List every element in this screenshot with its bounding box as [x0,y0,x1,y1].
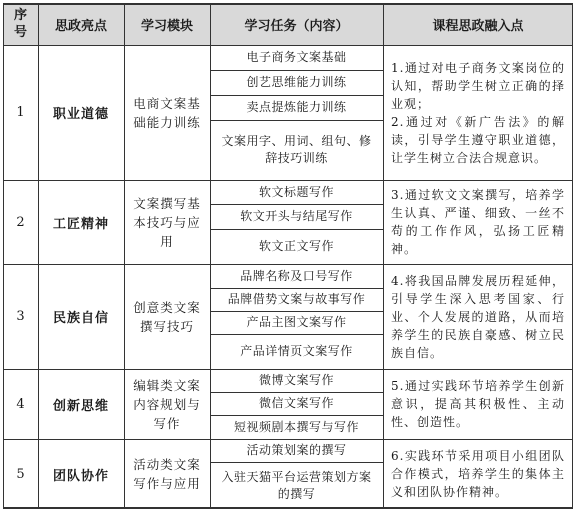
row-highlight: 民族自信 [52,311,109,326]
row-integration [383,264,573,369]
table-border-left [3,3,4,509]
row-seq: 3 [16,309,25,324]
task-divider [210,204,383,205]
task-divider [210,229,383,230]
task-item: 软文标题写作 [258,184,334,199]
integration-point: 6.实践环节采用项目小组团队合作模式，培养学生的集体主义和团队协作精神。 [391,449,565,499]
task-divider [210,70,383,71]
header-module: 学习模块 [124,3,210,45]
row-highlight: 创新思维 [52,398,109,414]
task-divider [210,311,383,312]
course-ideology-table [3,3,573,509]
integration-point: 3.通过软文文案撰写，培养学生认真、严谨、细致、一丝不苟的工作作风，弘扬工匠精神。 [391,188,565,256]
task-item: 电子商务文案基础 [246,50,347,64]
row-divider [3,264,573,265]
header-tasks: 学习任务（内容） [210,3,383,45]
row-module: 创意类文案撰写技巧 [133,299,201,334]
table-border-right [572,3,573,509]
task-item: 入驻天猫平台运营策划方案的撰写 [221,469,372,501]
row-integration [383,45,573,180]
task-item: 卖点提炼能力训练 [246,100,347,114]
column-divider [38,3,39,509]
header-highlight: 思政亮点 [38,3,124,45]
row-highlight: 团队协作 [52,468,109,484]
row-highlight: 职业道德 [52,107,109,122]
row-module: 编辑类文案内容规划与写作 [133,377,201,431]
column-divider [210,3,211,509]
row-divider [3,439,573,440]
task-item: 文案用字、用词、组句、修辞技巧训练 [221,134,372,165]
task-item: 微博文案写作 [258,373,334,387]
row-integration [383,180,573,264]
header-integration: 课程思政融入点 [383,3,573,45]
row-seq: 1 [16,105,25,120]
row-integration [383,369,573,439]
task-item: 软文开头与结尾写作 [240,209,353,223]
row-module: 电商文案基础能力训练 [133,95,201,130]
header-divider [3,45,573,46]
task-divider [210,288,383,289]
task-divider [210,392,383,393]
task-divider [210,415,383,416]
row-divider [3,180,573,181]
table-border-top [3,3,573,5]
task-item: 产品主图文案写作 [246,315,347,329]
header-seq: 序 号 [3,3,38,45]
task-item: 软文正文写作 [258,239,334,253]
column-divider [124,3,125,509]
task-divider [210,95,383,96]
row-seq: 5 [16,466,25,482]
task-item: 活动策划案的撰写 [246,443,347,457]
row-integration [383,439,573,509]
task-item: 品牌名称及口号写作 [240,268,353,283]
row-divider [3,369,573,370]
row-highlight: 工匠精神 [52,216,109,232]
task-divider [210,334,383,335]
table-border-bottom [3,507,573,509]
task-item: 产品详情页文案写作 [240,344,353,358]
integration-point: 2.通过对《新广告法》的解读，引导学生遵守职业道德，让学生树立合法合规意识。 [391,114,565,165]
task-item: 微信文案写作 [258,396,334,410]
row-module: 文案撰写基本技巧与应用 [133,195,201,249]
task-item: 短视频剧本撰写与写作 [233,419,359,434]
task-divider [210,462,383,463]
integration-point: 5.通过实践环节培养学生创新意识，提高其积极性、主动性、创造性。 [391,379,565,429]
task-divider [210,120,383,121]
row-seq: 2 [16,214,25,230]
task-item: 创艺思维能力训练 [246,75,347,89]
row-seq: 4 [16,396,25,412]
column-divider [383,3,384,509]
row-module: 活动类文案写作与应用 [133,457,201,491]
integration-point: 4.将我国品牌发展历程延伸，引导学生深入思考国家、行业、个人发展的道路，从而培养学生的民族自豪感、树立民族自信。 [391,273,565,360]
integration-point: 1.通过对电子商务文案岗位的认知，帮助学生树立正确的择业观； [391,60,565,111]
task-item: 品牌借势文案与故事写作 [227,292,366,306]
